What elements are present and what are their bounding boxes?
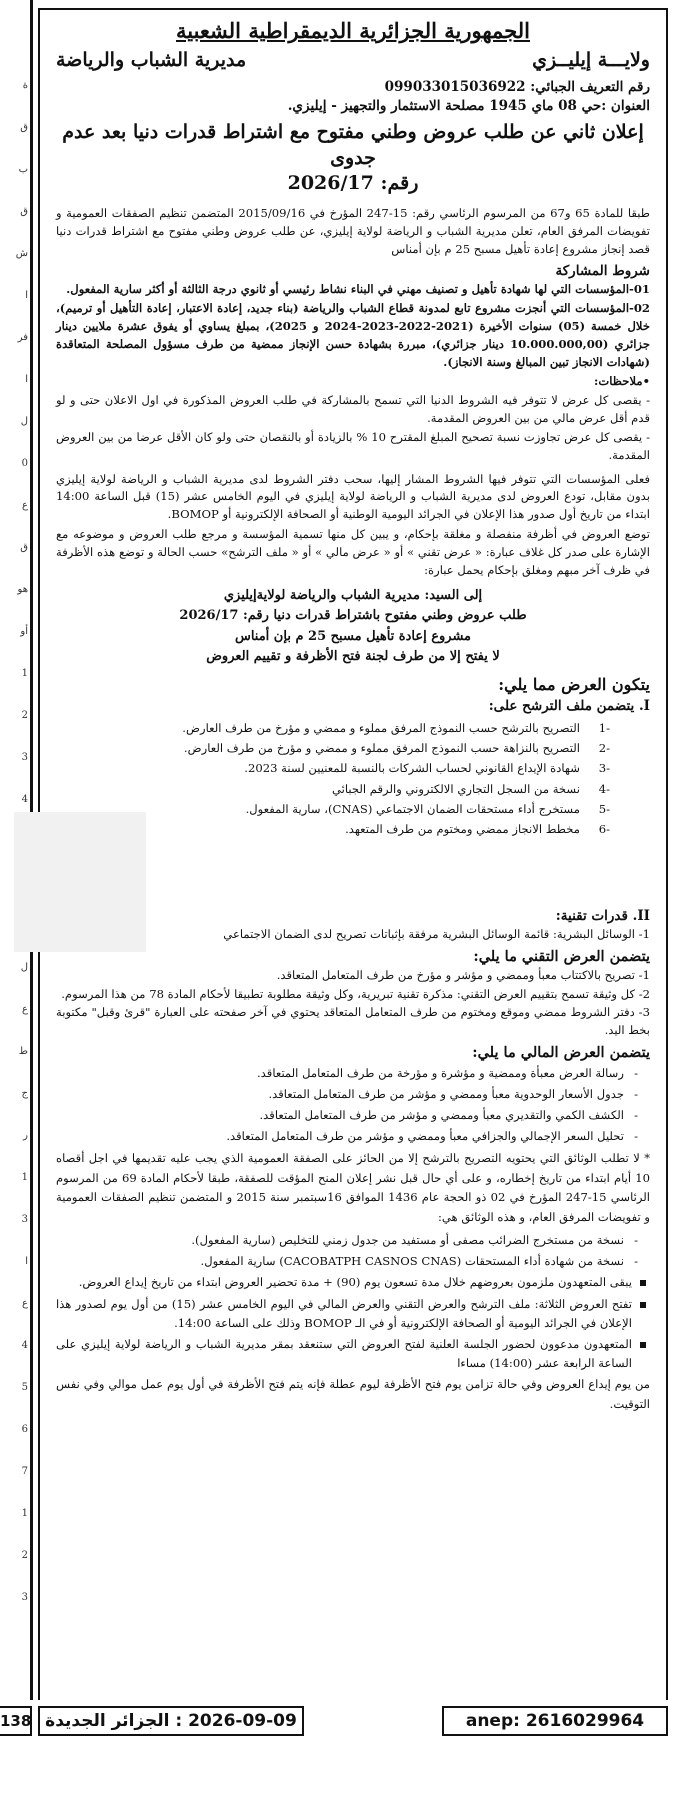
- closing-paragraph: من يوم إيداع العروض وفي حالة تزامن يوم فتح الأظرفة ليوم عطلة فإنه يتم فتح الأظرفة في أول يوم عمل موالي وفي نفس التوقيت.: [56, 1377, 650, 1411]
- strip-fragment: ج: [21, 1088, 28, 1099]
- strip-fragment: 0: [21, 458, 28, 469]
- strip-fragment: ق: [20, 542, 28, 553]
- strip-fragment: 3: [21, 1592, 28, 1603]
- offer-composition-heading: يتكون العرض مما يلي:: [498, 674, 650, 694]
- strip-fragment: 2: [21, 1550, 28, 1561]
- strip-fragment: ق: [20, 206, 28, 217]
- notes-heading: •ملاحظات:: [594, 373, 650, 388]
- list-item: -1 التصريح بالترشح حسب النموذج المرفق مملوء و ممضي و مؤرخ من طرف العارض.: [182, 720, 610, 735]
- strip-fragment: ط: [18, 1046, 28, 1057]
- note-item: - يقصى كل عرض لا تتوفر فيه الشروط الدنيا التي تسمح بالمشاركة في طلب العروض المذكورة في اول الاعلان حتى و لو قدم أقل عرض مالي من بين العروض المقدمة.: [56, 392, 650, 425]
- list-item: -2 التصريح بالنزاهة حسب النموذج المرفق مملوء و ممضي و مؤرخ من طرف العارض.: [183, 741, 610, 756]
- scan-shading: [14, 812, 146, 952]
- strip-fragment: هو: [17, 584, 28, 595]
- strip-fragment: 6: [21, 1424, 28, 1435]
- strip-fragment: 1: [21, 1172, 28, 1183]
- intro-paragraph: طبقا للمادة 65 و67 من المرسوم الرئاسي رقم: 15-247 المؤرخ في 2015/09/16 المتضمن تنظيم الصفقات العمومية و تفويضات المرفق العام، تعلن مديرية الشباب و الرياضة لولاية إيليزي، عن طلب عروض وطني مفتوح مع اشتراط قدرات دنيا قصد إنجاز مشروع إعادة تأهيل مسبح 25 م بإن أمناس: [56, 205, 650, 256]
- final-conditions-list: [56, 1273, 650, 1373]
- strip-fragment: 7: [21, 1466, 28, 1477]
- strip-fragment: 1: [21, 1508, 28, 1519]
- envelope-line: لا يفتح إلا من طرف لجنة فتح الأظرفة و تقييم العروض: [206, 648, 500, 664]
- envelope-address-block: [56, 586, 650, 667]
- list-item: - نسخة من شهادة أداء المستحقات (CACOBATPH CASNOS CNAS) سارية المفعول.: [56, 1251, 638, 1272]
- technical-offer-heading: يتضمن العرض التقني ما يلي:: [473, 947, 650, 965]
- strip-fragment: ل: [20, 962, 28, 973]
- candidacy-heading: I. يتضمن ملف الترشح على:: [488, 697, 650, 714]
- list-item: -3 شهادة الإيداع القانوني لحساب الشركات بالنسبة للمعنيين لسنة 2023.: [244, 761, 610, 776]
- strip-fragment: ا: [25, 290, 28, 301]
- participation-heading: شروط المشاركة: [555, 262, 650, 279]
- participation-item: 02-المؤسسات التي أنجزت مشروع تابع لمدونة قطاع الشباب والرياضة (بناء جديد، إعادة الاعتبار، إعادة التأهيل أو ترميم)، خلال خمسة (05) سنوات الأخيرة (2021-2022-2023-2024 و 2025)، بمبلغ يساوي أو يفوق عشرة ملايين دينار جزائري (10.000.000,00 دينار جزائري)، مبررة بشهادة حسن الإنجاز ممضية من طرف مسؤول المصلحة المتعاقدة (شهادات الانجاز تبين المبالغ وسنة الانجاز).: [56, 300, 650, 369]
- envelope-line: إلى السيد: مديرية الشباب والرياضة لولايةإيليزي: [223, 588, 483, 604]
- documents-list: [56, 1230, 650, 1272]
- strip-fragment: ع: [22, 1004, 28, 1015]
- authority-header: [56, 49, 650, 71]
- strip-fragment: ب: [18, 164, 28, 175]
- strip-fragment: ر: [23, 1130, 28, 1141]
- newspaper-date: 2026-09-09 : الجزائر الجديدة: [38, 1706, 304, 1736]
- list-item: -4 نسخة من السجل التجاري الالكتروني والرقم الجبائي: [331, 781, 610, 796]
- strip-fragment: 5: [21, 1382, 28, 1393]
- withdraw-paragraph: فعلى المؤسسات التي تتوفر فيها الشروط المشار إليها، سحب دفتر الشروط لدى مديرية الشباب و الرياضة لولاية إيليزي بدون مقابل، تودع العروض لدى مديرية الشباب و الرياضة لولاية إيليزي في اليوم الخامس عشر (15) قبل الساعة 14:00 ابتداء من تاريخ أول صدور هذا الإعلان في الجرائد اليومية الوطنية أو الصحافة الإلكترونية أو BOMOP.: [56, 471, 650, 522]
- address: العنوان :حي 08 ماي 1945 مصلحة الاستثمار والتجهيز - إيليزي.: [287, 98, 650, 114]
- financial-offer-list: [56, 1063, 650, 1146]
- republic-heading: الجمهورية الجزائرية الديمقراطية الشعبية: [175, 18, 530, 43]
- strip-fragment: 4: [21, 1340, 28, 1351]
- note-item: - يقصى كل عرض تجاوزت نسبة تصحيح المبلغ المقترح 10 % بالزيادة أو بالنقصان حتى ولو كان الأقل عرضا من بين العروض المقدمة.: [56, 429, 651, 462]
- technical-capacity-item: 1- الوسائل البشرية: قائمة الوسائل البشرية مرفقة بإثباتات تصريح لدى الضمان الاجتماعي: [223, 926, 650, 941]
- list-item: تفتح العروض الثلاثة: ملف الترشح والعرض التقني والعرض المالي في اليوم الخامس عشر (15) من أول يوم لصدور هذا الإعلان في الجرائد اليومية أو الصحافة الإلكترونية أو في الـ BOMOP وذلك على الساعة 14:00.: [56, 1295, 646, 1333]
- list-item: - رسالة العرض معبأة وممضية و مؤشرة و مؤرخة من طرف المتعامل المتعاقد.: [56, 1063, 638, 1084]
- anep-reference: anep: 2616029964: [442, 1706, 668, 1736]
- technical-offer-item: 1- تصريح بالاكتتاب معبأ وممضي و مؤشر و مؤرخ من طرف المتعامل المتعاقد.: [276, 967, 650, 982]
- announcement-title: [56, 120, 650, 197]
- envelope-paragraph: توضع العروض في أظرفة منفصلة و مغلقة بإحكام، و يبين كل منها تسمية المؤسسة و مرجع طلب العروض و موضوعه مع الإشارة على صدر كل غلاف عبارة: « عرض تقني » أو « عرض مالي » أو « ملف الترشح» حسب الحالة و توضع هذه الأظرفة في ظرف آخر مبهم ومغلق بإحكام يحمل عبارة:: [56, 527, 650, 578]
- technical-offer-item: 3- دفتر الشروط ممضي وموقع ومختوم من طرف المتعامل المتعاقد يحتوي في آخر صفحته على العبارة "قرئ وقبل" مكتوبة بخط اليد.: [56, 1005, 650, 1038]
- strip-fragment: 1: [21, 668, 28, 679]
- strip-fragment: فر: [17, 332, 28, 343]
- strip-fragment: ا: [25, 1256, 28, 1267]
- strip-fragment: ل: [20, 416, 28, 427]
- list-item: - الكشف الكمي والتقديري معبأ وممضي و مؤشر من طرف المتعامل المتعاقد.: [56, 1105, 638, 1126]
- list-item: -5 مستخرج أداء مستحقات الضمان الاجتماعي (CNAS)، سارية المفعول.: [245, 802, 610, 817]
- strip-fragment: ق: [20, 122, 28, 133]
- list-item: - تحليل السعر الإجمالي والجزافي معبأ وممضي و مؤشر من طرف المتعامل المتعاقد.: [56, 1126, 638, 1147]
- directorate-name: مديرية الشباب والرياضة: [56, 49, 247, 71]
- wilaya-name: ولايـــة إيليــزي: [532, 49, 650, 71]
- participation-item: 01-المؤسسات التي لها شهادة تأهيل و تصنيف مهني في البناء نشاط رئيسي أو ثانوي درجة الثالثة أو أكثر سارية المفعول.: [66, 281, 650, 296]
- strip-fragment: ع: [22, 1298, 28, 1309]
- tax-id: رقم التعريف الجبائي: 099033015036922: [384, 79, 650, 95]
- page-footer: [0, 1700, 693, 1740]
- list-item: يبقى المتعهدون ملزمون بعروضهم خلال مدة تسعون يوم (90) + مدة تحضير العروض ابتداء من تاريخ إيداع العروض.: [56, 1273, 646, 1292]
- documents-note: * لا تطلب الوثائق التي يحتويه التصريح بالترشح إلا من الحائز على الصفقة العمومية الذي يجب عليه تقديمها في اجل أقصاه 10 أيام ابتداء من تاريخ إخطاره، و على أي حال قبل نشر إعلان المنح المؤقت للصفقة، طبقا لأحكام المادة 69 من المرسوم الرئاسي 15-247 المؤرخ في 02 ذو الحجة عام 1436 الموافق 16سبتمبر سنة 2015 و المتضمن تنظيم الصفقات العمومية و تفويضات المرفق العام، و هذه الوثائق هي:: [56, 1150, 650, 1224]
- envelope-line: مشروع إعادة تأهيل مسبح 25 م بإن أمناس: [234, 628, 472, 644]
- strip-fragment: 3: [21, 752, 28, 763]
- page-number: 138: [0, 1706, 32, 1736]
- strip-fragment: 2: [21, 710, 28, 721]
- strip-fragment: 4: [21, 794, 28, 805]
- title-line-1: إعلان ثاني عن طلب عروض وطني مفتوح مع اشتراط قدرات دنيا بعد عدم جدوى: [62, 121, 644, 169]
- technical-capacity-heading: II. قدرات تقنية:: [555, 907, 650, 924]
- strip-fragment: ا: [25, 374, 28, 385]
- list-item: المتعهدون مدعوون لحضور الجلسة العلنية لفتح العروض التي ستنعقد بمقر مديرية الشباب و الرياضة لولاية إيليزي على الساعة الرابعة عشر (14:00) مساءا: [56, 1335, 646, 1373]
- envelope-line: طلب عروض وطني مفتوح باشتراط قدرات دنيا رقم: 2026/17: [179, 608, 527, 624]
- strip-fragment: ش: [15, 248, 28, 259]
- list-item: -6 مخطط الانجاز ممضي ومختوم من طرف المتعهد.: [345, 822, 610, 837]
- strip-fragment: ع: [22, 500, 28, 511]
- list-item: - جدول الأسعار الوحدوية معبأ وممضي و مؤشر من طرف المتعامل المتعاقد.: [56, 1084, 638, 1105]
- list-item: - نسخة من مستخرج الضرائب مصفى أو مستفيد من جدول زمني للتخليص (سارية المفعول).: [56, 1230, 638, 1251]
- strip-fragment: أو: [20, 626, 28, 637]
- technical-offer-item: 2- كل وثيقة تسمح بتقييم العرض التقني: مذكرة تقنية تبريرية، وكل وثيقة مطلوبة تطبيقا لأحكام المادة 78 من هذا المرسوم.: [61, 986, 650, 1001]
- title-line-2: رقم: 2026/17: [287, 172, 419, 195]
- strip-fragment: ة: [22, 80, 28, 91]
- financial-offer-heading: يتضمن العرض المالي ما يلي:: [472, 1044, 650, 1062]
- strip-fragment: 3: [21, 1214, 28, 1225]
